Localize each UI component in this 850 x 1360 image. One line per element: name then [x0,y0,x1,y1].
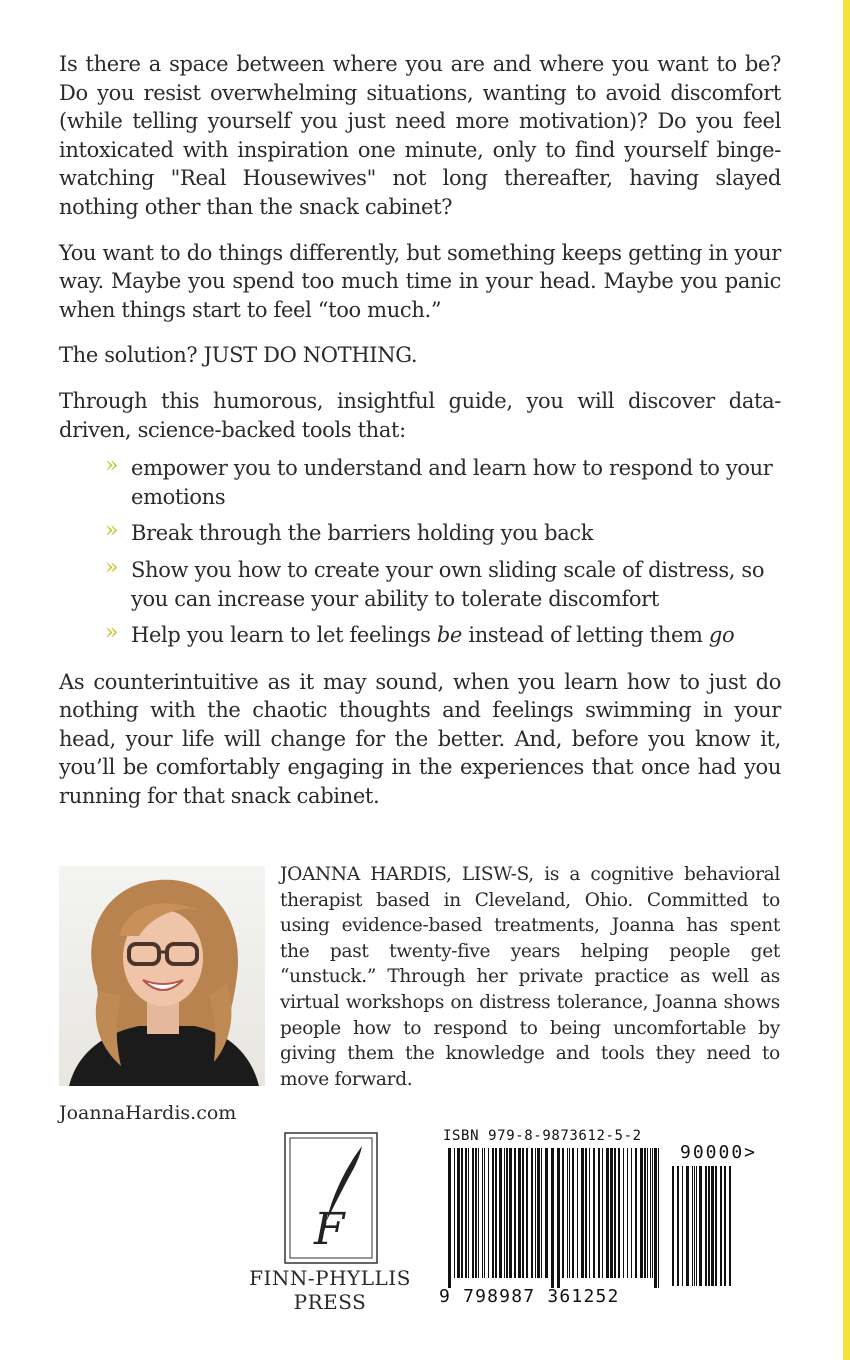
barcode-bar [692,1166,693,1286]
barcode-bar [557,1148,560,1288]
barcode-bar [499,1148,502,1278]
barcode-bar [562,1148,564,1278]
barcode-bar [468,1148,469,1278]
barcode-bar [504,1148,505,1278]
barcode-bar [614,1148,616,1278]
barcode-bar [541,1148,542,1278]
barcode-bar [472,1148,474,1278]
barcode-bar [475,1148,477,1278]
publisher-name-line: FINN-PHYLLIS [249,1266,411,1290]
barcode-bar [708,1166,710,1286]
barcode-bar [585,1148,587,1278]
benefits-list [59,454,781,650]
barcode-bar [569,1148,570,1278]
barcode-bar [724,1166,726,1286]
barcode-bar [593,1148,595,1278]
barcode-bar [506,1148,508,1278]
barcode-bar [465,1148,467,1278]
barcode-bar [729,1166,731,1286]
description-paragraph: As counterintuitive as it may sound, when you learn how to just do nothing with the chaotic thoughts and feelings swimming in your head, your life will change for the better. And, before you know it, you’ll be comfortably engaging in the experiences that once had you running for that snack cabinet. [59,669,781,809]
double-chevron-icon: » [105,453,119,479]
list-item [105,621,781,650]
description-paragraph: The solution? JUST DO NOTHING. [59,343,418,368]
description-paragraph: You want to do things differently, but something keeps getting in your way. Maybe you spend too much time in your head. Maybe you panic when things start to feel “too much.” [59,240,781,322]
barcode-bar [694,1166,695,1286]
barcode-bar [478,1148,479,1278]
quill-monogram-icon [284,1132,378,1264]
barcode-bar [518,1148,521,1278]
list-item [105,454,781,511]
barcode-bar [696,1166,697,1286]
barcode-bar [581,1148,584,1278]
barcode-bar [627,1148,628,1278]
publisher-name [225,1266,435,1314]
barcode-bar [526,1148,528,1278]
barcode-bar [448,1148,451,1288]
barcode-bar [610,1148,613,1278]
author-bio: JOANNA HARDIS, LISW-S, is a cognitive behavioral therapist based in Cleveland, Ohio. Committed to using evidence-based treatments, Joanna has spent the past twenty-five years helping people get “unstuck.” Through her private practice as well as virtual workshops on distress tolerance, Joanna shows people how to respond to being uncomfortable by giving them the knowledge and tools they need to move forward. [280,864,780,1090]
double-chevron-icon: » [105,554,119,580]
spine-edge [843,0,850,1360]
barcode-bar [623,1148,624,1278]
barcode-bar [567,1148,568,1278]
barcode-bar [535,1148,536,1278]
barcode-bar [672,1166,674,1286]
barcode-bar [461,1148,463,1278]
emphasis-text: go [708,623,735,648]
barcode-bar [488,1148,489,1278]
publisher-logo [284,1132,378,1264]
barcode-bar [677,1166,679,1286]
barcode-bar [647,1148,648,1278]
barcode-bar [577,1148,578,1278]
barcode-bar [509,1148,512,1278]
barcode-bar [699,1166,702,1286]
barcode-bar [484,1148,485,1278]
barcode-bar [618,1148,620,1278]
barcode-bar [537,1148,540,1278]
author-portrait-illustration [59,866,265,1086]
barcode-bar [631,1148,632,1278]
publisher-name-line: PRESS [293,1290,367,1314]
list-item [105,519,781,548]
price-code: 90000> [680,1142,758,1163]
list-item-text: Show you how to create your own sliding scale of distress, so you can increase your ability to tolerate discomfort [131,557,765,611]
barcode-bar [711,1166,714,1286]
list-item-text: Break through the barriers holding you back [131,521,594,546]
description-paragraph: Through this humorous, insightful guide, you will discover data-driven, science-backed tools that: [59,388,781,442]
barcode-bar [715,1166,717,1286]
barcode-bar [531,1148,533,1278]
barcode-bar [640,1148,643,1278]
barcode-bar [635,1148,637,1278]
double-chevron-icon: » [105,620,119,646]
barcode-bar [686,1166,689,1286]
barcode-bar [682,1166,683,1286]
barcode-bar [495,1148,497,1278]
double-chevron-icon: » [105,518,119,544]
isbn-label: ISBN 979-8-9873612-5-2 [443,1128,642,1144]
ean-barcode-bars [448,1148,662,1288]
barcode-bar [572,1148,574,1278]
barcode-bar [482,1148,483,1278]
barcode-bar [492,1148,494,1278]
book-description [59,50,781,828]
barcode-bar [705,1166,707,1286]
barcode-bar [606,1148,609,1278]
svg-text:F: F [314,1204,345,1255]
list-item-text: instead of letting them [462,623,709,648]
barcode-bar [522,1148,524,1278]
price-barcode-bars [672,1166,734,1296]
barcode-bar [652,1148,653,1278]
list-item-text: empower you to understand and learn how to respond to your emotions [131,456,773,509]
barcode-bar [598,1148,600,1278]
barcode-bar [514,1148,516,1278]
barcode-bar [650,1148,651,1278]
barcode-bar [589,1148,590,1278]
author-photo [59,866,265,1086]
list-item-text: Help you learn to let feelings [131,623,437,648]
barcode-bar [545,1148,548,1278]
barcode-bar [658,1148,659,1288]
barcode-bar [602,1148,603,1278]
barcode-bar [720,1166,722,1286]
ean-digits: 9 798987 361252 [439,1286,620,1307]
barcode-bar [644,1148,646,1278]
isbn-barcode [436,1126,781,1316]
emphasis-text: be [436,623,463,648]
list-item [105,556,781,613]
barcode-bar [454,1148,455,1278]
author-website: JoannaHardis.com [59,1102,237,1124]
barcode-bar [654,1148,657,1288]
barcode-bar [551,1148,554,1288]
description-paragraph: Is there a space between where you are and where you want to be? Do you resist overwhelming situations, wanting to avoid discomfort (while telling yourself you just need more motivation)? Do you feel intoxicated with inspiration one minute, only to find yourself binge-watching "Real Housewives" not long thereafter, having slayed nothing other than the snack cabinet? [59,52,781,219]
barcode-bar [457,1148,460,1278]
